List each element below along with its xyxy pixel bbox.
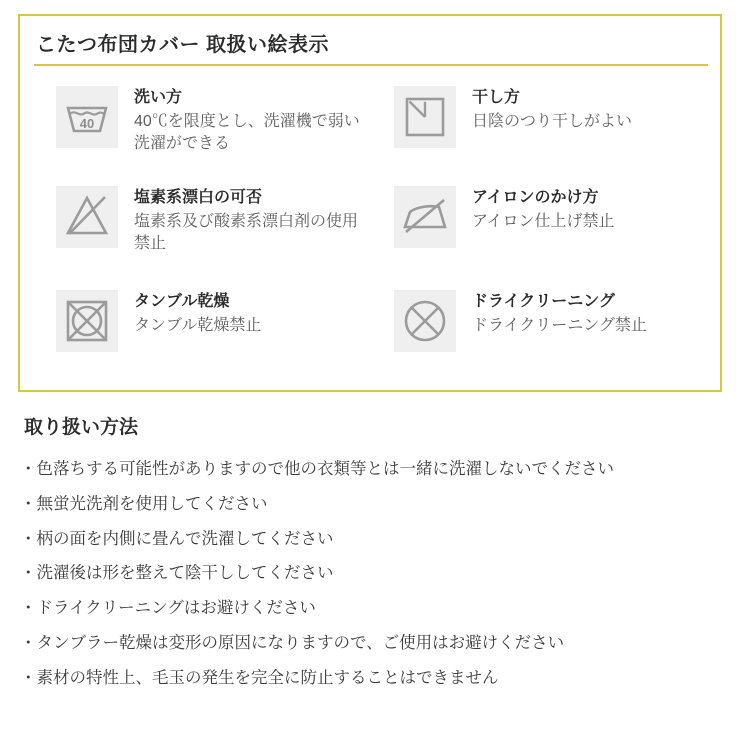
care-item-text bbox=[472, 86, 632, 133]
no-iron-icon bbox=[394, 186, 456, 248]
handling-instructions-section bbox=[18, 412, 722, 700]
care-item-label: ドライクリーニング bbox=[472, 293, 615, 310]
list-item-text: 色落ちする可能性がありますので他の衣類等とは一緒に洗濯しないでください bbox=[36, 460, 614, 478]
bullet-mark: ・ bbox=[20, 494, 37, 513]
no-tumble-dry-icon bbox=[56, 290, 118, 352]
svg-text:40: 40 bbox=[79, 116, 95, 131]
care-item-ironing bbox=[372, 178, 710, 282]
bullet-mark: ・ bbox=[20, 529, 37, 548]
care-item-label: 洗い方 bbox=[134, 89, 183, 106]
care-item-label: アイロンのかけ方 bbox=[472, 189, 599, 206]
list-item bbox=[18, 561, 722, 596]
care-symbols-panel bbox=[18, 14, 722, 392]
care-item-bleaching bbox=[34, 178, 372, 282]
care-item-label: タンブル乾燥 bbox=[134, 293, 230, 310]
care-item-text bbox=[134, 290, 261, 337]
title-divider bbox=[34, 64, 708, 66]
list-item-text: 柄の面を内側に畳んで洗濯してください bbox=[36, 529, 334, 548]
no-dry-clean-icon bbox=[394, 290, 456, 352]
care-item-drying bbox=[372, 78, 710, 178]
list-item-text: 無蛍光洗剤を使用してください bbox=[36, 494, 268, 513]
washtub-40-icon bbox=[56, 86, 118, 148]
bullet-mark: ・ bbox=[20, 564, 37, 583]
no-bleach-triangle-icon bbox=[56, 186, 118, 248]
instructions-title: 取り扱い方法 bbox=[24, 417, 139, 438]
list-item bbox=[18, 457, 722, 492]
bullet-mark: ・ bbox=[20, 668, 37, 687]
list-item-text: タンブラー乾燥は変形の原因になりますので、ご使用はお避けください bbox=[36, 633, 565, 652]
list-item bbox=[18, 631, 722, 666]
line-dry-in-shade-icon bbox=[394, 86, 456, 148]
care-item-desc: 塩素系及び酸素系漂白剤の使用禁止 bbox=[134, 212, 359, 253]
care-item-desc: ドライクリーニング禁止 bbox=[472, 316, 647, 334]
care-item-label: 塩素系漂白の可否 bbox=[134, 189, 263, 206]
care-item-desc: タンブル乾燥禁止 bbox=[134, 316, 262, 334]
care-item-label: 干し方 bbox=[472, 89, 521, 106]
care-item-tumble-dry bbox=[34, 282, 372, 382]
bullet-mark: ・ bbox=[20, 633, 37, 652]
care-item-dry-clean bbox=[372, 282, 710, 382]
care-item-desc: 日陰のつり干しがよい bbox=[472, 112, 633, 130]
care-item-text bbox=[472, 186, 615, 233]
care-item-desc: アイロン仕上げ禁止 bbox=[472, 212, 615, 230]
care-item-desc: 40℃を限度とし、洗濯機で弱い洗濯ができる bbox=[134, 112, 360, 153]
bullet-mark: ・ bbox=[20, 599, 37, 617]
care-item-text bbox=[134, 186, 368, 256]
list-item bbox=[18, 492, 722, 527]
care-panel-title: こたつ布団カバー 取扱い絵表示 bbox=[36, 34, 330, 56]
care-item-washing bbox=[34, 78, 372, 178]
list-item-text: 洗濯後は形を整えて陰干ししてください bbox=[36, 564, 334, 583]
care-item-text bbox=[472, 290, 647, 337]
instructions-list bbox=[18, 457, 722, 700]
care-item-text bbox=[134, 86, 368, 156]
list-item bbox=[18, 666, 722, 701]
care-symbol-grid bbox=[34, 78, 710, 382]
list-item-text: 素材の特性上、毛玉の発生を完全に防止することはできません bbox=[36, 668, 499, 687]
bullet-mark: ・ bbox=[20, 460, 37, 478]
list-item bbox=[18, 527, 722, 562]
list-item-text: ドライクリーニングはお避けください bbox=[36, 599, 316, 617]
list-item bbox=[18, 596, 722, 631]
